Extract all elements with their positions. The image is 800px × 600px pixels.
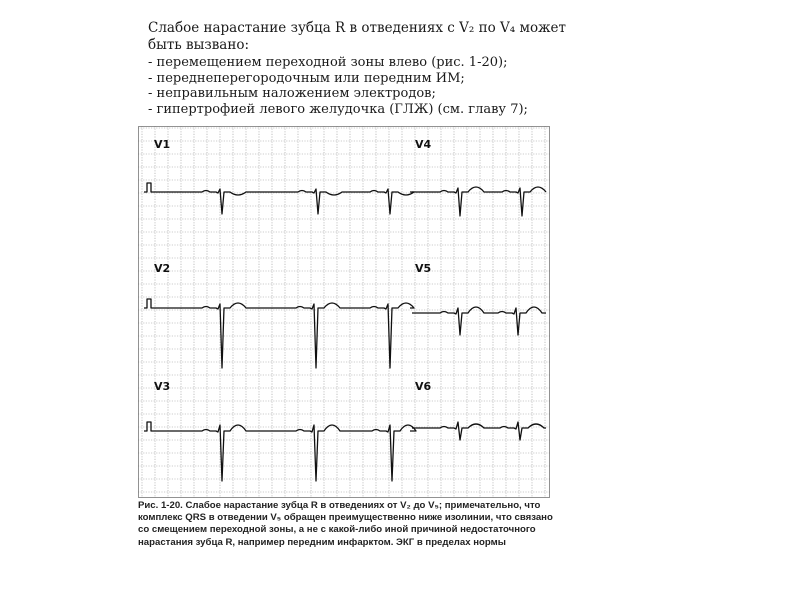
cause-item: - перемещением переходной зоны влево (рис. 1-20); — [148, 55, 568, 71]
heading-intro: Слабое нарастание зубца R в отведениях с V₂ по V₄ может быть вызвано: — [148, 20, 566, 53]
cause-item: - гипертрофией левого желудочка (ГЛЖ) (см. главу 7); — [148, 102, 568, 118]
ecg-trace — [144, 299, 414, 368]
heading-text — [148, 20, 568, 117]
ecg-trace — [412, 307, 546, 335]
ecg-figure — [138, 126, 550, 498]
lead-label-v3: V3 — [154, 380, 171, 393]
lead-label-v2: V2 — [154, 262, 171, 275]
ecg-trace — [144, 183, 414, 214]
lead-label-v5: V5 — [415, 262, 432, 275]
cause-list — [148, 55, 568, 117]
ecg-trace — [412, 187, 546, 216]
ecg-grid — [138, 126, 550, 498]
cause-item: - переднеперегородочным или передним ИМ; — [148, 71, 568, 87]
figure-caption: Рис. 1-20. Слабое нарастание зубца R в отведениях от V₂ до V₅; примечательно, что комплекс QRS в отведении V₅ обращен преимущественно ниже изолинии, что связано со смещением переходной зоны, а не с какой-либо иной причиной недостаточного нарастания зубца R, например передним инфарктом. ЭКГ в пределах нормы — [138, 500, 553, 548]
grid-frame — [139, 127, 550, 498]
ecg-trace — [412, 422, 546, 440]
lead-label-v4: V4 — [415, 138, 432, 151]
ecg-traces — [144, 183, 546, 481]
ecg-strip — [138, 126, 550, 498]
lead-label-v6: V6 — [415, 380, 432, 393]
lead-label-v1: V1 — [154, 138, 171, 151]
cause-item: - неправильным наложением электродов; — [148, 86, 568, 102]
ecg-trace — [144, 422, 416, 481]
